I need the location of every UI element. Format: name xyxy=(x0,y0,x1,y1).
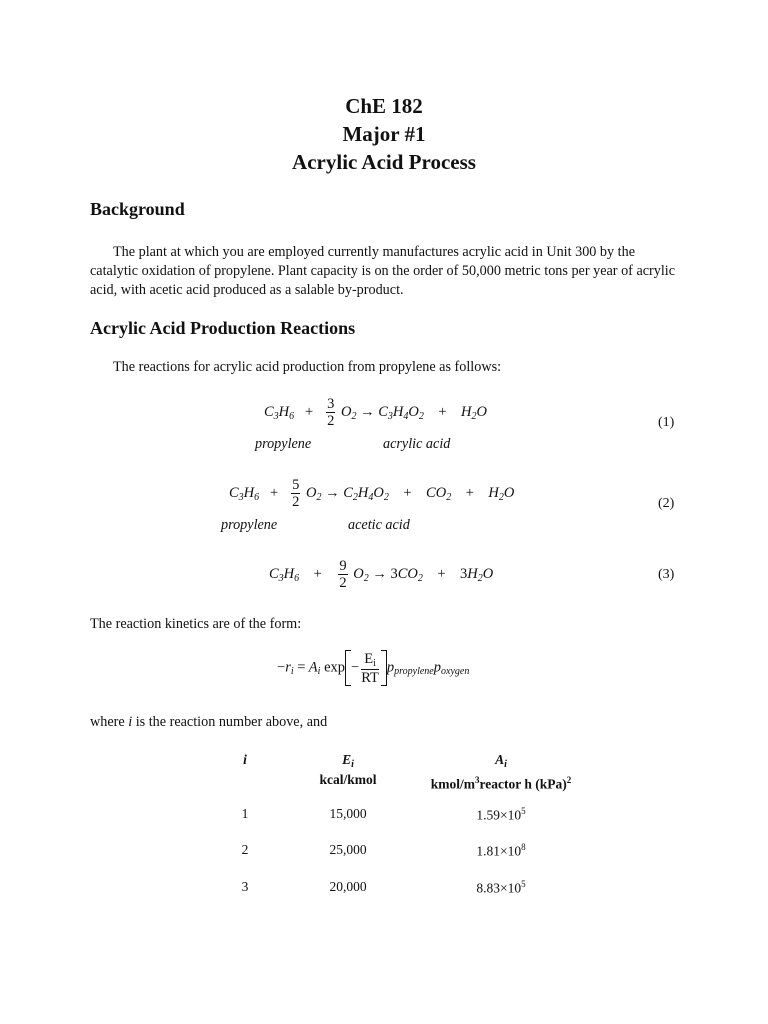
table-cell-a: $1.81\times 10^8$ xyxy=(476,842,526,859)
background-paragraph: The plant at which you are employed currently manufactures acrylic acid in Unit 300 by the catalytic oxidation of propylene. Plant capacity is on the order of 50,000 metric tons per year of acrylic acid, with acetic acid produced as a salable by-product. xyxy=(90,244,676,298)
table-cell-a: $8.83\times 10^5$ xyxy=(476,879,526,896)
course-title: ChE 182 xyxy=(345,94,423,118)
equation-3: $C_3H_6$ + $\frac{9}{2}$ $O_2 \to 3CO_2$ + $3H_2O$ xyxy=(269,558,494,591)
reactions-heading: Acrylic Acid Production Reactions xyxy=(90,318,356,338)
equation-2-product-label: acetic acid xyxy=(348,517,410,533)
equation-3-number: (3) xyxy=(658,567,675,582)
rate-equation: $-r_i = A_i$ exp − $\frac{E_i}{RT}$ $p_{propylene}p_{oxygen}$ xyxy=(277,650,470,686)
table-header-i: i xyxy=(243,752,247,767)
table-cell-i: 1 xyxy=(241,806,249,821)
table-header-a: $A_i$ kmol/$m^3reactor$ h (kPa)$^2$ xyxy=(430,752,572,792)
equation-2-reactant-label: propylene xyxy=(221,517,278,533)
table-cell-a: $1.59\times 10^5$ xyxy=(476,806,526,823)
equation-1-number: (1) xyxy=(658,415,675,430)
reactions-intro: The reactions for acrylic acid production from propylene as follows: xyxy=(113,359,502,375)
equation-1-reactant-label: propylene xyxy=(255,436,312,452)
table-cell-e: 20,000 xyxy=(329,879,367,894)
equation-2: $C_3H_6$ + $\frac{5}{2}$ $O_2 \to C_2H_4O_2$ + $CO_2$ + $H_2O$ xyxy=(229,477,515,510)
document-title: Acrylic Acid Process xyxy=(292,150,476,174)
equation-2-number: (2) xyxy=(658,496,675,511)
table-cell-i: 3 xyxy=(241,879,249,894)
table-cell-i: 2 xyxy=(241,842,249,857)
table-header-e: $E_i$ kcal/kmol xyxy=(319,752,377,787)
table-cell-e: 15,000 xyxy=(329,806,367,821)
background-heading: Background xyxy=(90,199,185,219)
table-cell-e: 25,000 xyxy=(329,842,367,857)
kinetics-intro: The reaction kinetics are of the form: xyxy=(90,616,302,632)
where-sentence: where i is the reaction number above, and xyxy=(90,714,328,730)
equation-1-product-label: acrylic acid xyxy=(383,436,451,452)
equation-1: $C_3H_6$ + $\frac{3}{2}$ $O_2 \to C_3H_4O_2$ + $H_2O$ xyxy=(264,396,487,429)
project-title: Major #1 xyxy=(342,122,426,146)
